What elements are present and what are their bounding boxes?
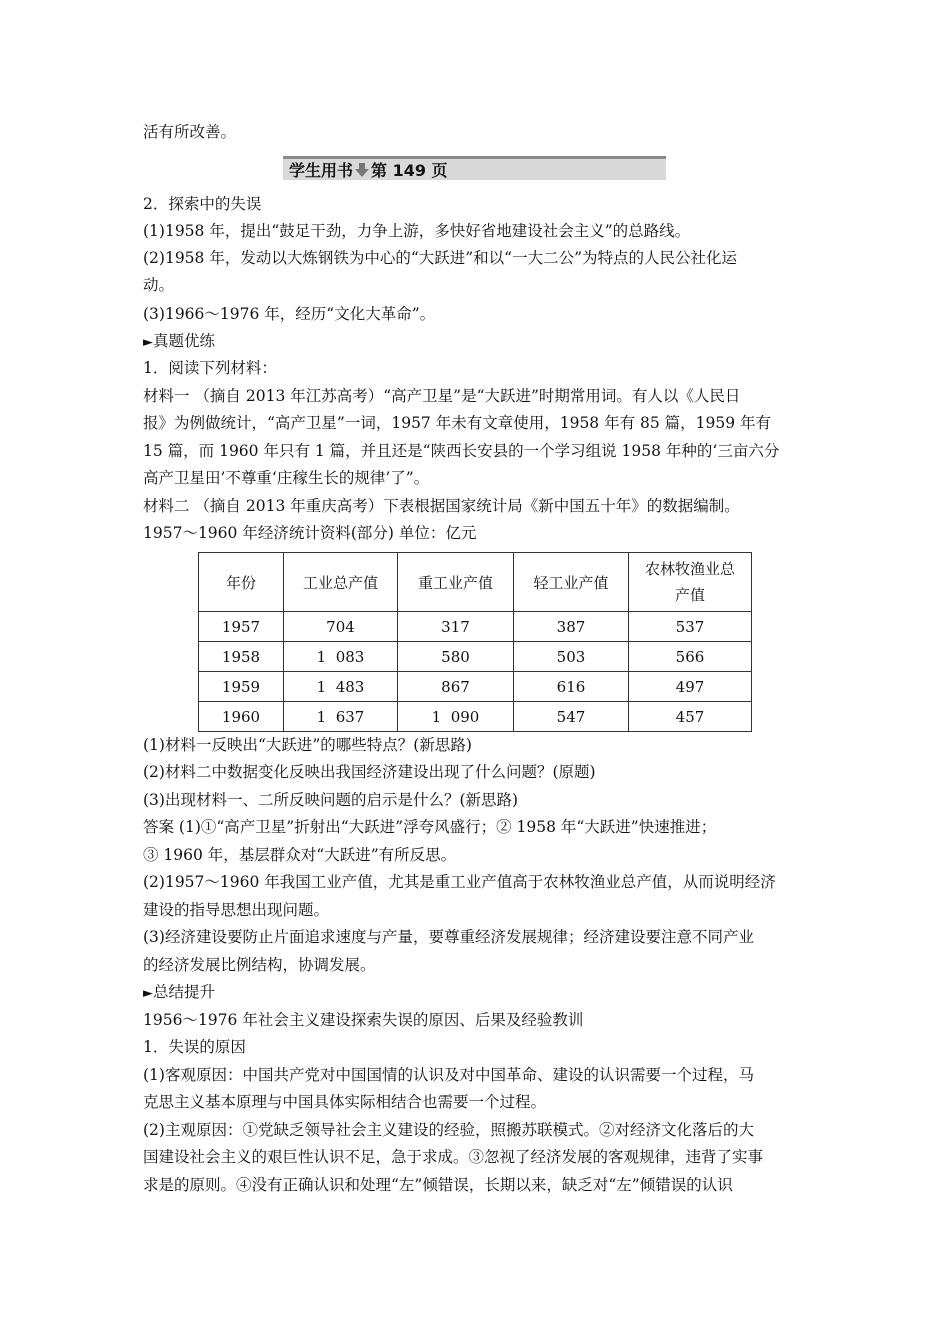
summary-line: (2)主观原因：①党缺乏领导社会主义建设的经验，照搬苏联模式。②对经济文化落后的大 bbox=[143, 1121, 754, 1139]
zhenti-heading bbox=[143, 331, 215, 353]
table-cell: 1957 bbox=[199, 612, 284, 642]
triangle-marker-icon: ► bbox=[143, 335, 153, 350]
table-header-cell: 工业总产值 bbox=[284, 553, 398, 612]
triangle-marker-icon: ► bbox=[143, 986, 153, 1001]
table-cell: 616 bbox=[514, 672, 629, 702]
table-cell: 580 bbox=[398, 642, 514, 672]
page-reference-banner bbox=[143, 156, 666, 182]
summary-line: 克思主义基本原理与中国具体实际相结合也需要一个过程。 bbox=[143, 1093, 547, 1111]
material-line: 报》为例做统计，“高产卫星”一词，1957 年未有文章使用，1958 年有 85 篇，1959 年有 bbox=[143, 414, 772, 432]
material-line: 材料二 （摘自 2013 年重庆高考）下表根据国家统计局《新中国五十年》的数据编制。 bbox=[143, 497, 740, 515]
table-cell: 503 bbox=[514, 642, 629, 672]
summary-line: (1)客观原因：中国共产党对中国国情的认识及对中国革命、建设的认识需要一个过程，马 bbox=[143, 1066, 754, 1084]
summary-line: 求是的原则。④没有正确认识和处理“左”倾错误，长期以来，缺乏对“左”倾错误的认识 bbox=[143, 1176, 733, 1194]
material-line: 材料一 （摘自 2013 年江苏高考）“高产卫星”是“大跃进”时期常用词。有人以《人民日 bbox=[143, 387, 741, 405]
table-row bbox=[199, 612, 752, 642]
table-cell: 387 bbox=[514, 612, 629, 642]
table-caption: 1957～1960 年经济统计资料(部分) 单位：亿元 bbox=[143, 524, 477, 542]
continued-text: 活有所改善。 bbox=[143, 123, 237, 141]
table-header-cell: 年份 bbox=[199, 553, 284, 612]
table-cell: 704 bbox=[284, 612, 398, 642]
banner-suffix: 第 149 页 bbox=[371, 161, 448, 180]
question-intro: 1．阅读下列材料： bbox=[143, 359, 277, 377]
question-line: (1)材料一反映出“大跃进”的哪些特点？(新思路) bbox=[143, 736, 472, 754]
table-cell: 317 bbox=[398, 612, 514, 642]
table-header-cell: 农林牧渔业总 产值 bbox=[629, 553, 752, 612]
table-header-cell: 重工业产值 bbox=[398, 553, 514, 612]
summary-line: 国建设社会主义的艰巨性认识不足，急于求成。③忽视了经济发展的客观规律，违背了实事 bbox=[143, 1148, 764, 1166]
table-cell: 547 bbox=[514, 702, 629, 732]
table-cell: 1 637 bbox=[284, 702, 398, 732]
table-header-cell: 轻工业产值 bbox=[514, 553, 629, 612]
section-item: 动。 bbox=[143, 276, 175, 294]
answer-line: 答案 (1)①“高产卫星”折射出“大跃进”浮夸风盛行；② 1958 年“大跃进”快速推进； bbox=[143, 818, 717, 836]
answer-line: ③ 1960 年，基层群众对“大跃进”有所反思。 bbox=[143, 846, 457, 864]
section-item: (2)1958 年，发动以大炼钢铁为中心的“大跃进”和以“一大二公”为特点的人民公社化运 bbox=[143, 249, 738, 267]
answer-line: 建设的指导思想出现问题。 bbox=[143, 901, 330, 919]
question-line: (3)出现材料一、二所反映问题的启示是什么？(新思路) bbox=[143, 791, 519, 809]
table-cell: 1960 bbox=[199, 702, 284, 732]
material-line: 高产卫星田’不尊重‘庄稼生长的规律’了”。 bbox=[143, 469, 430, 487]
table-cell: 457 bbox=[629, 702, 752, 732]
section-item: (1)1958 年，提出“鼓足干劲，力争上游，多快好省地建设社会主义”的总路线。 bbox=[143, 222, 691, 240]
banner-prefix: 学生用书 bbox=[289, 161, 354, 180]
banner-label bbox=[289, 158, 448, 181]
down-arrow-icon bbox=[355, 163, 369, 177]
table-row bbox=[199, 642, 752, 672]
section-heading: 2．探索中的失误 bbox=[143, 195, 262, 213]
material-line: 15 篇，而 1960 年只有 1 篇，并且还是“陕西长安县的一个学习组说 1958 年种的‘三亩六分 bbox=[143, 442, 780, 460]
table-cell: 1 090 bbox=[398, 702, 514, 732]
section-item: (3)1966～1976 年，经历“文化大革命”。 bbox=[143, 305, 436, 323]
table-row bbox=[199, 672, 752, 702]
table-cell: 867 bbox=[398, 672, 514, 702]
summary-heading bbox=[143, 982, 215, 1004]
table-cell: 537 bbox=[629, 612, 752, 642]
zhenti-title: 真题优练 bbox=[153, 332, 216, 350]
economic-stats-table bbox=[198, 552, 752, 732]
table-cell: 497 bbox=[629, 672, 752, 702]
table-cell: 1958 bbox=[199, 642, 284, 672]
table-row bbox=[199, 702, 752, 732]
table-cell: 1959 bbox=[199, 672, 284, 702]
table-cell: 1 083 bbox=[284, 642, 398, 672]
question-line: (2)材料二中数据变化反映出我国经济建设出现了什么问题？(原题) bbox=[143, 763, 596, 781]
table-cell: 1 483 bbox=[284, 672, 398, 702]
summary-subtitle: 1956～1976 年社会主义建设探索失误的原因、后果及经验教训 bbox=[143, 1011, 584, 1029]
summary-title: 总结提升 bbox=[153, 983, 216, 1001]
answer-line: 的经济发展比例结构，协调发展。 bbox=[143, 956, 376, 974]
summary-section-heading: 1．失误的原因 bbox=[143, 1038, 246, 1056]
answer-line: (3)经济建设要防止片面追求速度与产量，要尊重经济发展规律；经济建设要注意不同产业 bbox=[143, 928, 754, 946]
answer-line: (2)1957～1960 年我国工业产值，尤其是重工业产值高于农林牧渔业总产值，从而说明经济 bbox=[143, 873, 776, 891]
table-cell: 566 bbox=[629, 642, 752, 672]
table-header-row bbox=[199, 553, 752, 612]
